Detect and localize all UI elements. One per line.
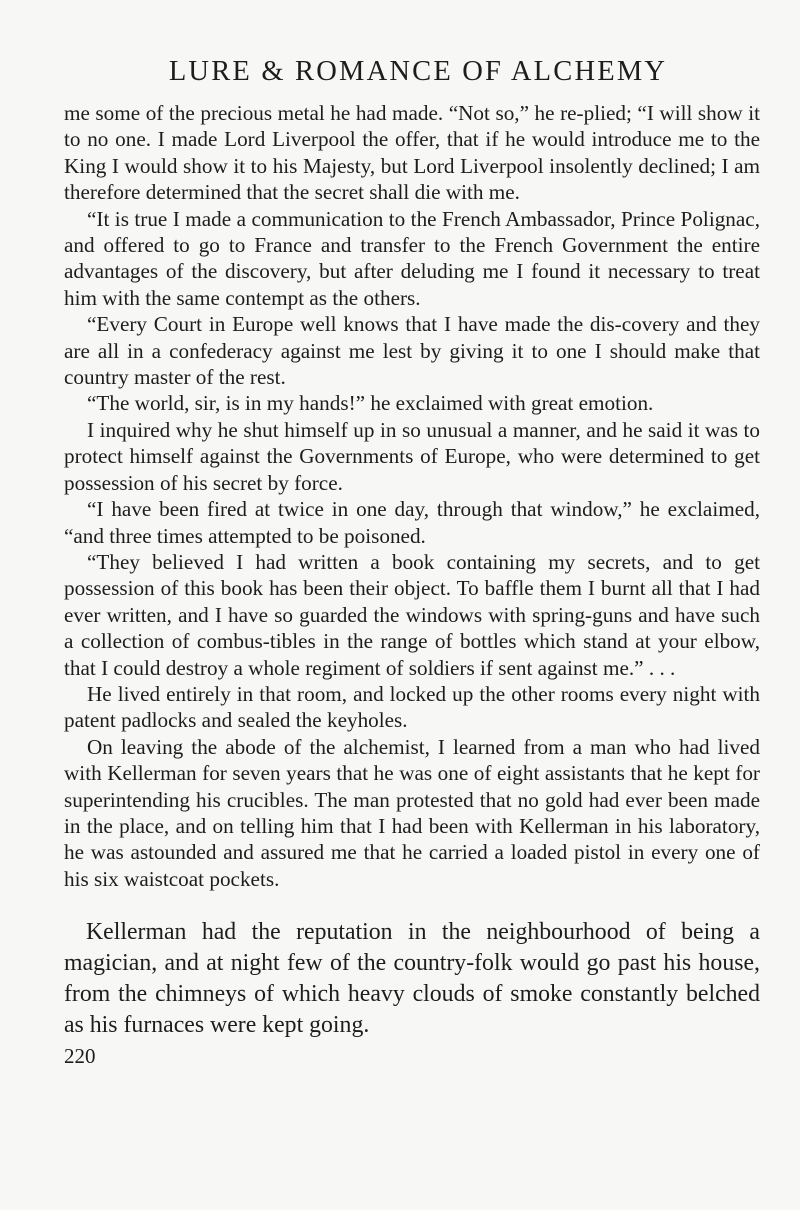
page-number: 220 <box>64 1044 96 1069</box>
paragraph: “It is true I made a communication to the French Ambassador, Prince Polignac, and offered to go to France and transfer to the French Government the entire advantages of the discovery, but after deluding me I found it necessary to treat him with the same contempt as the others. <box>64 206 760 310</box>
main-text <box>64 917 760 1040</box>
paragraph: Kellerman had the reputation in the neighbourhood of being a magician, and at night few of the country-folk would go past his house, from the chimneys of which heavy clouds of smoke constantly belched as his furnaces were kept going. <box>64 919 760 1038</box>
paragraph: He lived entirely in that room, and locked up the other rooms every night with patent padlocks and sealed the keyholes. <box>64 681 760 733</box>
quoted-narrative <box>64 100 760 892</box>
paragraph: “Every Court in Europe well knows that I have made the dis-covery and they are all in a confederacy against me lest by giving it to one I should make that country master of the rest. <box>64 312 760 390</box>
paragraph: I inquired why he shut himself up in so unusual a manner, and he said it was to protect himself against the Governments of Europe, who were determined to get possession of his secret by force. <box>64 417 760 495</box>
book-page <box>64 52 760 1069</box>
paragraph: “They believed I had written a book containing my secrets, and to get possession of this book has been their object. To baffle them I burnt all that I had ever written, and I have so guarded the windows with spring-guns and have such a collection of combus-tibles in the range of bottles which stand at your elbow, that I could destroy a whole regiment of soldiers if sent against me.” . . . <box>64 549 760 680</box>
paragraph: me some of the precious metal he had made. “Not so,” he re-plied; “I will show it to no one. I made Lord Liverpool the offer, that if he would introduce me to the King I would show it to his Majesty, but Lord Liverpool insolently declined; I am therefore determined that the secret shall die with me. <box>64 101 760 205</box>
running-head: LURE & ROMANCE OF ALCHEMY <box>168 56 668 87</box>
paragraph: “I have been fired at twice in one day, through that window,” he exclaimed, “and three times attempted to be poisoned. <box>64 497 760 548</box>
paragraph: “The world, sir, is in my hands!” he exclaimed with great emotion. <box>87 391 654 416</box>
paragraph: On leaving the abode of the alchemist, I learned from a man who had lived with Kellerman for seven years that he was one of eight assistants that he kept for superintending his crucibles. The man protested that no gold had ever been made in the place, and on telling him that I had been with Kellerman in his laboratory, he was astounded and assured me that he carried a loaded pistol in every one of his six waistcoat pockets. <box>64 734 760 891</box>
